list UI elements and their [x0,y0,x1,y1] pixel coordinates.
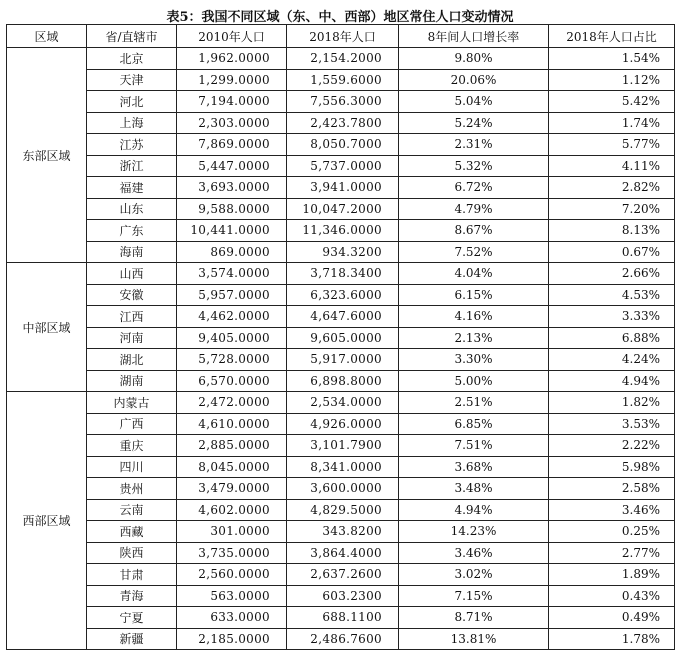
share-2018-cell: 5.77% [549,134,675,156]
pop-2018-cell: 8,050.7000 [287,134,399,156]
table-row [7,628,675,650]
share-2018-cell: 0.67% [549,241,675,263]
pop-2018-cell: 2,534.0000 [287,392,399,414]
share-2018-cell: 4.53% [549,284,675,306]
pop-2018-cell: 688.1100 [287,607,399,629]
pop-2018-cell: 11,346.0000 [287,220,399,242]
growth-rate-cell: 3.48% [399,478,549,500]
province-cell: 湖南 [87,370,177,392]
share-2018-cell: 2.58% [549,478,675,500]
province-cell: 山东 [87,198,177,220]
growth-rate-cell: 6.85% [399,413,549,435]
table-row [7,284,675,306]
pop-2010-cell: 563.0000 [177,585,287,607]
pop-2018-cell: 6,323.6000 [287,284,399,306]
pop-2010-cell: 3,574.0000 [177,263,287,285]
region-cell: 东部区域 [7,48,87,263]
table-row [7,306,675,328]
province-cell: 西藏 [87,521,177,543]
pop-2010-cell: 7,194.0000 [177,91,287,113]
pop-2018-cell: 9,605.0000 [287,327,399,349]
growth-rate-cell: 6.72% [399,177,549,199]
pop-2010-cell: 1,299.0000 [177,69,287,91]
share-2018-cell: 5.98% [549,456,675,478]
province-cell: 宁夏 [87,607,177,629]
growth-rate-cell: 13.81% [399,628,549,650]
pop-2018-cell: 2,423.7800 [287,112,399,134]
pop-2018-cell: 4,647.6000 [287,306,399,328]
province-cell: 江西 [87,306,177,328]
growth-rate-cell: 7.15% [399,585,549,607]
province-cell: 江苏 [87,134,177,156]
pop-2010-cell: 4,602.0000 [177,499,287,521]
share-2018-cell: 1.89% [549,564,675,586]
pop-2010-cell: 4,462.0000 [177,306,287,328]
pop-2010-cell: 5,728.0000 [177,349,287,371]
pop-2018-cell: 3,864.4000 [287,542,399,564]
pop-2010-cell: 3,693.0000 [177,177,287,199]
table-row [7,327,675,349]
pop-2010-cell: 2,885.0000 [177,435,287,457]
province-cell: 广西 [87,413,177,435]
province-cell: 青海 [87,585,177,607]
province-cell: 贵州 [87,478,177,500]
growth-rate-cell: 3.02% [399,564,549,586]
province-cell: 甘肃 [87,564,177,586]
table-row [7,521,675,543]
province-cell: 新疆 [87,628,177,650]
growth-rate-cell: 5.32% [399,155,549,177]
share-2018-cell: 2.22% [549,435,675,457]
share-2018-cell: 1.12% [549,69,675,91]
table-row [7,478,675,500]
header-pop-2010: 2010年人口 [177,25,287,48]
growth-rate-cell: 2.31% [399,134,549,156]
table-row [7,198,675,220]
pop-2018-cell: 5,917.0000 [287,349,399,371]
pop-2010-cell: 2,185.0000 [177,628,287,650]
pop-2010-cell: 2,303.0000 [177,112,287,134]
province-cell: 河南 [87,327,177,349]
table-row [7,499,675,521]
growth-rate-cell: 2.51% [399,392,549,414]
pop-2010-cell: 3,479.0000 [177,478,287,500]
pop-2018-cell: 1,559.6000 [287,69,399,91]
share-2018-cell: 4.94% [549,370,675,392]
pop-2010-cell: 7,869.0000 [177,134,287,156]
table-row [7,48,675,70]
share-2018-cell: 7.20% [549,198,675,220]
pop-2010-cell: 2,560.0000 [177,564,287,586]
pop-2010-cell: 8,045.0000 [177,456,287,478]
growth-rate-cell: 3.30% [399,349,549,371]
table-row [7,134,675,156]
pop-2010-cell: 10,441.0000 [177,220,287,242]
share-2018-cell: 2.82% [549,177,675,199]
growth-rate-cell: 3.46% [399,542,549,564]
share-2018-cell: 1.74% [549,112,675,134]
pop-2010-cell: 6,570.0000 [177,370,287,392]
table-body [7,48,675,650]
pop-2018-cell: 3,718.3400 [287,263,399,285]
table-row [7,177,675,199]
pop-2018-cell: 3,941.0000 [287,177,399,199]
share-2018-cell: 3.33% [549,306,675,328]
province-cell: 广东 [87,220,177,242]
pop-2018-cell: 2,154.2000 [287,48,399,70]
table-row [7,456,675,478]
share-2018-cell: 1.78% [549,628,675,650]
growth-rate-cell: 8.67% [399,220,549,242]
share-2018-cell: 1.82% [549,392,675,414]
region-cell: 西部区域 [7,392,87,650]
table-row [7,69,675,91]
pop-2018-cell: 603.2300 [287,585,399,607]
growth-rate-cell: 5.00% [399,370,549,392]
table-row [7,241,675,263]
pop-2010-cell: 3,735.0000 [177,542,287,564]
growth-rate-cell: 20.06% [399,69,549,91]
growth-rate-cell: 7.52% [399,241,549,263]
growth-rate-cell: 5.04% [399,91,549,113]
pop-2010-cell: 869.0000 [177,241,287,263]
pop-2018-cell: 343.8200 [287,521,399,543]
growth-rate-cell: 4.04% [399,263,549,285]
growth-rate-cell: 6.15% [399,284,549,306]
table-row [7,155,675,177]
province-cell: 天津 [87,69,177,91]
pop-2018-cell: 7,556.3000 [287,91,399,113]
province-cell: 安徽 [87,284,177,306]
province-cell: 四川 [87,456,177,478]
province-cell: 内蒙古 [87,392,177,414]
table-row [7,349,675,371]
growth-rate-cell: 7.51% [399,435,549,457]
province-cell: 山西 [87,263,177,285]
share-2018-cell: 1.54% [549,48,675,70]
pop-2010-cell: 9,405.0000 [177,327,287,349]
region-cell: 中部区域 [7,263,87,392]
table-row [7,607,675,629]
share-2018-cell: 8.13% [549,220,675,242]
table-row [7,370,675,392]
pop-2010-cell: 1,962.0000 [177,48,287,70]
header-row [7,25,675,48]
table-row [7,413,675,435]
table-row [7,91,675,113]
share-2018-cell: 0.49% [549,607,675,629]
growth-rate-cell: 4.94% [399,499,549,521]
province-cell: 陕西 [87,542,177,564]
pop-2010-cell: 4,610.0000 [177,413,287,435]
pop-2018-cell: 4,926.0000 [287,413,399,435]
share-2018-cell: 3.46% [549,499,675,521]
growth-rate-cell: 8.71% [399,607,549,629]
share-2018-cell: 2.66% [549,263,675,285]
growth-rate-cell: 4.16% [399,306,549,328]
share-2018-cell: 5.42% [549,91,675,113]
pop-2018-cell: 6,898.8000 [287,370,399,392]
table-row [7,564,675,586]
province-cell: 上海 [87,112,177,134]
pop-2010-cell: 2,472.0000 [177,392,287,414]
pop-2018-cell: 3,600.0000 [287,478,399,500]
growth-rate-cell: 4.79% [399,198,549,220]
table-row [7,542,675,564]
population-table [6,24,675,650]
province-cell: 海南 [87,241,177,263]
share-2018-cell: 6.88% [549,327,675,349]
growth-rate-cell: 2.13% [399,327,549,349]
table-row [7,392,675,414]
header-region: 区域 [7,25,87,48]
header-province: 省/直辖市 [87,25,177,48]
growth-rate-cell: 14.23% [399,521,549,543]
growth-rate-cell: 5.24% [399,112,549,134]
share-2018-cell: 3.53% [549,413,675,435]
share-2018-cell: 4.24% [549,349,675,371]
province-cell: 福建 [87,177,177,199]
pop-2018-cell: 4,829.5000 [287,499,399,521]
header-growth-rate: 8年间人口增长率 [399,25,549,48]
share-2018-cell: 0.25% [549,521,675,543]
header-share-2018: 2018年人口占比 [549,25,675,48]
pop-2010-cell: 633.0000 [177,607,287,629]
header-pop-2018: 2018年人口 [287,25,399,48]
pop-2010-cell: 5,447.0000 [177,155,287,177]
table-row [7,220,675,242]
pop-2010-cell: 9,588.0000 [177,198,287,220]
pop-2018-cell: 8,341.0000 [287,456,399,478]
pop-2018-cell: 3,101.7900 [287,435,399,457]
pop-2010-cell: 5,957.0000 [177,284,287,306]
share-2018-cell: 0.43% [549,585,675,607]
growth-rate-cell: 9.80% [399,48,549,70]
share-2018-cell: 4.11% [549,155,675,177]
growth-rate-cell: 3.68% [399,456,549,478]
table-row [7,435,675,457]
table-row [7,585,675,607]
table-title: 表5：我国不同区域（东、中、西部）地区常住人口变动情况 [166,10,514,25]
province-cell: 北京 [87,48,177,70]
pop-2018-cell: 2,637.2600 [287,564,399,586]
pop-2018-cell: 2,486.7600 [287,628,399,650]
share-2018-cell: 2.77% [549,542,675,564]
pop-2018-cell: 5,737.0000 [287,155,399,177]
pop-2010-cell: 301.0000 [177,521,287,543]
province-cell: 浙江 [87,155,177,177]
pop-2018-cell: 10,047.2000 [287,198,399,220]
province-cell: 湖北 [87,349,177,371]
province-cell: 重庆 [87,435,177,457]
province-cell: 河北 [87,91,177,113]
pop-2018-cell: 934.3200 [287,241,399,263]
province-cell: 云南 [87,499,177,521]
table-row [7,263,675,285]
table-row [7,112,675,134]
